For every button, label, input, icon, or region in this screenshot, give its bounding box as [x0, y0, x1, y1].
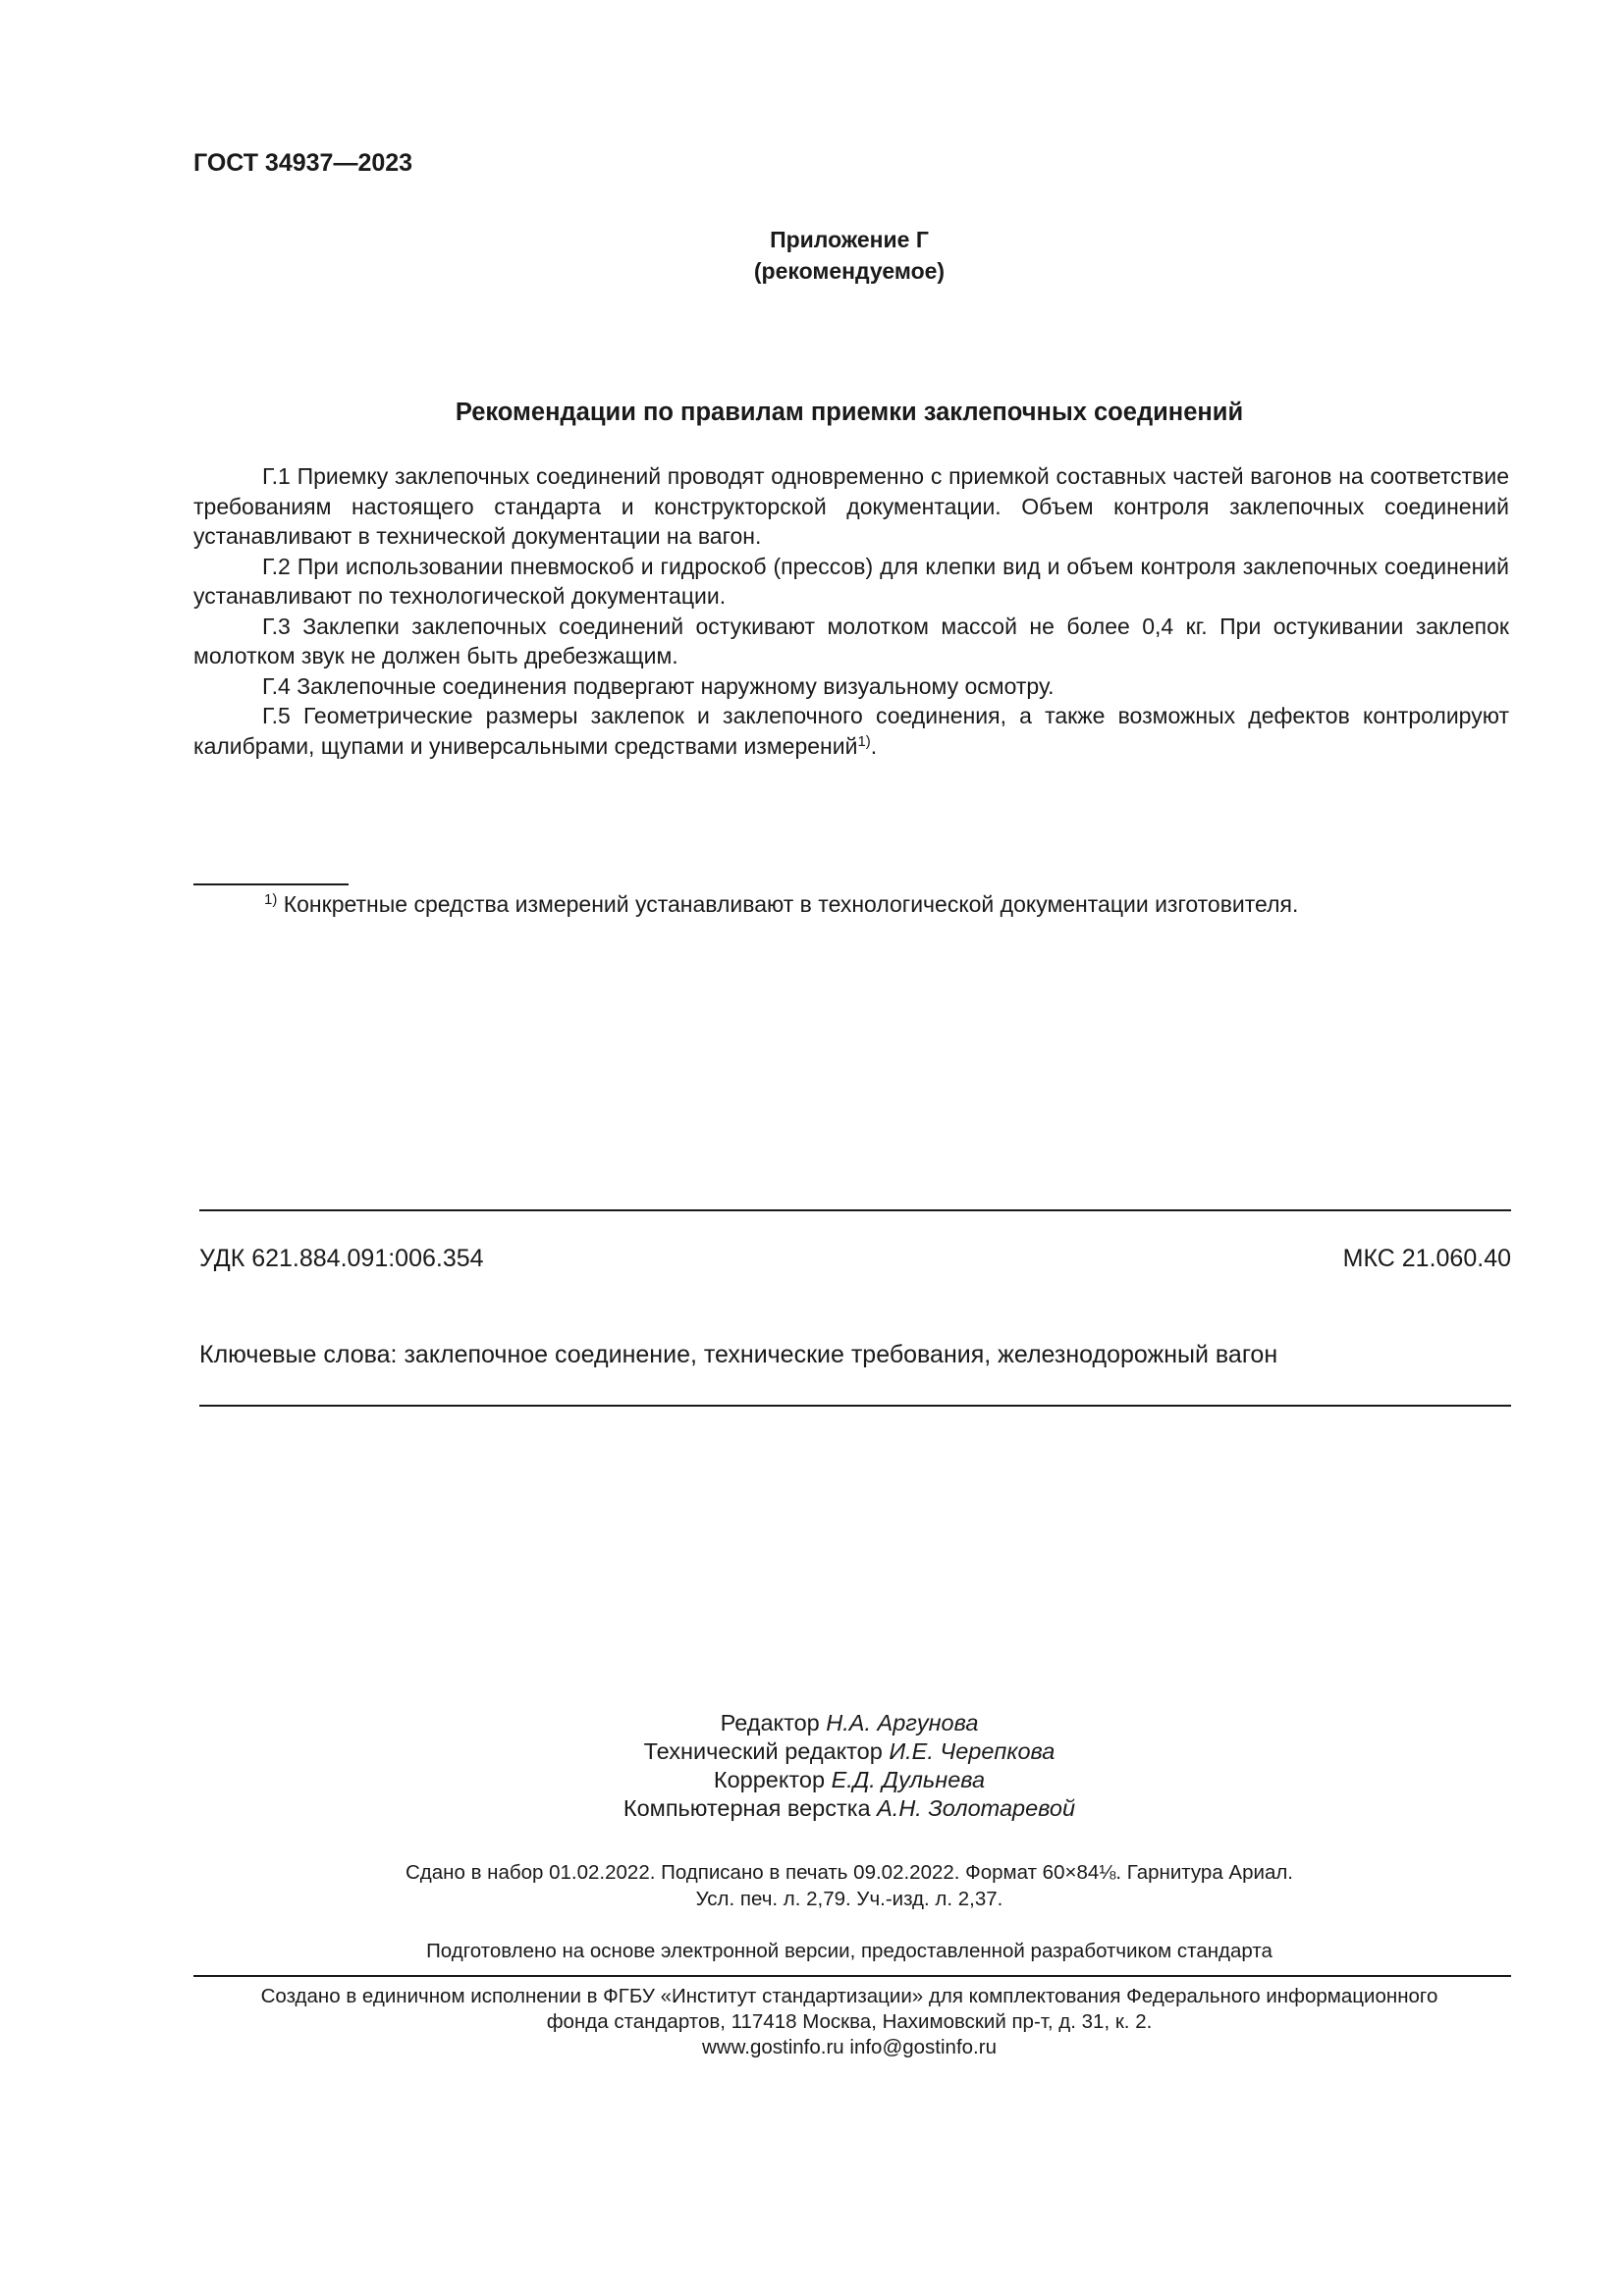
paragraph-text: Г.2 При использовании пневмоскоб и гидроскоб (прессов) для клепки вид и объем контроля заклепочных соединений устанавливают по технологической документации.	[193, 553, 1509, 609]
classification-bottom-rule	[199, 1405, 1511, 1407]
credit-layout	[0, 1794, 1624, 1823]
standard-number: ГОСТ 34937—2023	[193, 149, 413, 177]
paragraph-g4	[193, 671, 1509, 702]
footnote-separator	[193, 883, 349, 885]
paragraph-text: Г.1 Приемку заклепочных соединений проводят одновременно с приемкой составных частей вагонов на соответствие требованиям настоящего стандарта и конструкторской документации. Объем контроля заклепочных соединений устанавливают в технической документации на вагон.	[193, 463, 1509, 549]
paragraph-text: Г.3 Заклепки заклепочных соединений остукивают молотком массой не более 0,4 кг. При остукивании заклепок молотком звук не должен быть дребезжащим.	[193, 613, 1509, 668]
imprint-line: Усл. печ. л. 2,79. Уч.-изд. л. 2,37.	[695, 1888, 1003, 1910]
credit-editor	[0, 1709, 1624, 1737]
publisher-line: фонда стандартов, 117418 Москва, Нахимовский пр-т, д. 31, к. 2.	[546, 2010, 1153, 2033]
paragraph-text: Г.5 Геометрические размеры заклепок и заклепочного соединения, а также возможных дефектов контролируют калибрами, щупами и универсальными средствами измерений	[193, 703, 1509, 759]
mks-code: МКС 21.060.40	[1342, 1245, 1511, 1272]
paragraph-g2	[193, 552, 1509, 612]
footnote-reference: 1)	[857, 732, 871, 750]
credit-name: Е.Д. Дульнева	[831, 1767, 986, 1792]
paragraph-g1	[193, 461, 1509, 552]
credit-technical-editor	[0, 1737, 1624, 1766]
annex-title: Приложение Г	[770, 227, 929, 252]
annex-body	[193, 461, 1509, 761]
footnote-text: Конкретные средства измерений устанавливают в технологической документации изготовителя.	[277, 891, 1299, 917]
paragraph-text: Г.4 Заклепочные соединения подвергают наружному визуальному осмотру.	[262, 672, 1055, 699]
credit-proofreader	[0, 1766, 1624, 1794]
credit-role: Компьютерная верстка	[623, 1795, 878, 1821]
credit-name: Н.А. Аргунова	[826, 1710, 979, 1735]
credit-role: Корректор	[713, 1767, 832, 1792]
credit-role: Редактор	[720, 1710, 827, 1735]
paragraph-g5	[193, 701, 1509, 761]
annex-status: (рекомендуемое)	[753, 258, 946, 284]
imprint	[0, 1859, 1624, 1912]
credit-role: Технический редактор	[643, 1738, 890, 1764]
credits-block	[0, 1709, 1624, 1823]
section-title: Рекомендации по правилам приемки заклепочных соединений	[455, 399, 1244, 426]
publisher-note	[0, 1984, 1624, 2060]
keywords: Ключевые слова: заклепочное соединение, технические требования, железнодорожный вагон	[199, 1341, 1278, 1368]
footnote-marker: 1)	[264, 890, 278, 908]
paragraph-tail: .	[870, 732, 878, 759]
credit-name: А.Н. Золотаревой	[877, 1795, 1076, 1821]
publisher-contacts: www.gostinfo.ru info@gostinfo.ru	[702, 2036, 997, 2058]
publisher-line: Создано в единичном исполнении в ФГБУ «Институт стандартизации» для комплектования Федерального информационного	[260, 1985, 1438, 2007]
prepared-note: Подготовлено на основе электронной версии, предоставленной разработчиком стандарта	[426, 1940, 1272, 1962]
publisher-rule	[193, 1975, 1511, 1977]
credit-name: И.Е. Черепкова	[889, 1738, 1056, 1764]
udk-code: УДК 621.884.091:006.354	[199, 1245, 484, 1272]
classification-top-rule	[199, 1209, 1511, 1211]
imprint-line: Сдано в набор 01.02.2022. Подписано в печать 09.02.2022. Формат 60×84⅛. Гарнитура Ариал.	[405, 1861, 1293, 1884]
footnote	[264, 891, 1298, 918]
paragraph-g3	[193, 612, 1509, 671]
